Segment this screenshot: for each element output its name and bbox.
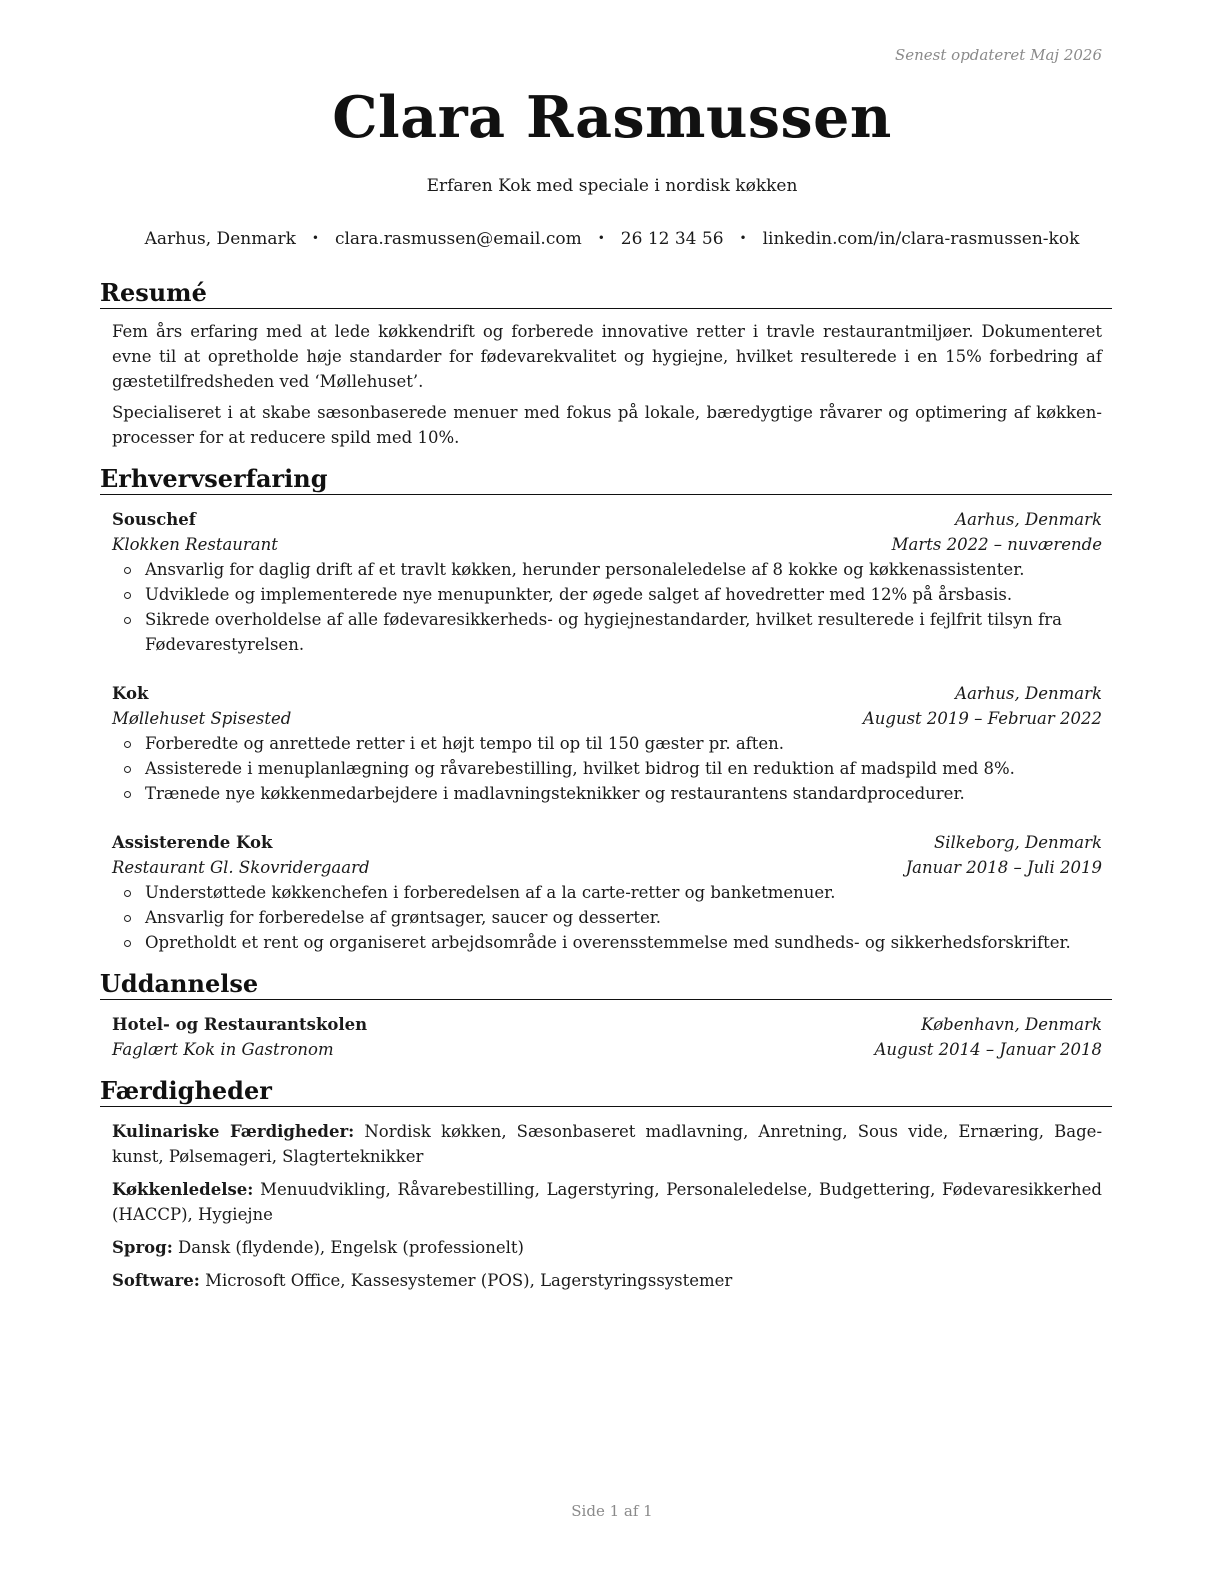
education-entry (112, 1012, 1102, 1062)
contact-separator: • (597, 231, 605, 245)
skills-section (100, 1076, 1112, 1293)
tagline: Erfaren Kok med speciale i nordisk køkken (426, 176, 798, 196)
job-dates: August 2019 – Februar 2022 (862, 709, 1102, 728)
job-bullet: Assisterede i menuplanlægning og råvarebestilling, hvilket bidrog til en reduktion af madspild med 8%. (112, 756, 1102, 781)
experience-section (100, 464, 1112, 955)
last-updated: Senest opdateret Maj 2026 (894, 46, 1102, 64)
job-bullets (112, 731, 1102, 806)
skill-value: Dansk (flydende), Engelsk (professionelt) (178, 1238, 524, 1257)
job-dates: Januar 2018 – Juli 2019 (905, 858, 1102, 877)
candidate-name: Clara Rasmussen (332, 84, 892, 151)
job-bullets (112, 880, 1102, 955)
skill-row (112, 1177, 1102, 1227)
education-school: Hotel- og Restaurantskolen (112, 1015, 368, 1034)
section-title-skills: Færdigheder (100, 1076, 1112, 1107)
job-bullet: Forberedte og anrettede retter i et højt tempo til op til 150 gæster pr. aften. (112, 731, 1102, 756)
job-entry (112, 830, 1102, 955)
section-title-education: Uddannelse (100, 969, 1112, 1000)
contact-email[interactable]: clara.rasmussen@email.com (334, 229, 582, 249)
page-number: Side 1 af 1 (571, 1502, 653, 1520)
job-bullet: Sikrede overholdelse af alle fødevaresikkerheds- og hygiejnestandarder, hvilket resulterede i fejlfrit tilsyn fra Fødevarestyrelsen. (112, 607, 1102, 657)
section-title-experience: Erhvervserfaring (100, 464, 1112, 495)
job-role: Assisterende Kok (112, 833, 273, 852)
skill-value: Microsoft Office, Kassesystemer (POS), Lagerstyringssystemer (205, 1271, 733, 1290)
contact-location: Aarhus, Denmark (144, 229, 296, 249)
contact-phone: 26 12 34 56 (620, 229, 724, 249)
job-dates: Marts 2022 – nuværende (891, 535, 1102, 554)
education-dates: August 2014 – Januar 2018 (874, 1040, 1102, 1059)
skill-row (112, 1268, 1102, 1293)
contact-line (0, 229, 1224, 249)
education-degree: Faglært Kok in Gastronom (112, 1040, 334, 1059)
job-bullet: Ansvarlig for forberedelse af grøntsager, saucer og desserter. (112, 905, 1102, 930)
education-location: København, Denmark (921, 1015, 1102, 1034)
job-bullet: Opretholdt et rent og organiseret arbejdsområde i overensstemmelse med sundheds- og sikkerhedsforskrifter. (112, 930, 1102, 955)
job-bullet: Trænede nye køkkenmedarbejdere i madlavningsteknikker og restaurantens standardprocedurer. (112, 781, 1102, 806)
skill-label: Sprog: (112, 1238, 173, 1257)
contact-linkedin[interactable]: linkedin.com/in/clara-rasmussen-kok (762, 229, 1080, 249)
job-location: Silkeborg, Denmark (933, 833, 1102, 852)
job-bullet: Udviklede og implementerede nye menupunkter, der øgede salget af hovedretter med 12% på årsbasis. (112, 582, 1102, 607)
job-bullets (112, 557, 1102, 657)
contact-separator: • (311, 231, 319, 245)
skill-label: Kulinariske Færdigheder: (112, 1122, 355, 1141)
skill-label: Software: (112, 1271, 200, 1290)
summary-section (100, 278, 1112, 450)
job-entry (112, 681, 1102, 806)
skill-label: Køkkenledelse: (112, 1180, 254, 1199)
skill-row (112, 1119, 1102, 1169)
job-company: Restaurant Gl. Skovridergaard (112, 858, 370, 877)
job-company: Klokken Restaurant (112, 535, 278, 554)
job-location: Aarhus, Denmark (955, 510, 1102, 529)
job-bullet: Understøttede køkkenchefen i forberedelsen af a la carte-retter og banketmenuer. (112, 880, 1102, 905)
job-role: Kok (112, 684, 149, 703)
job-company: Møllehuset Spisested (112, 709, 292, 728)
job-entry (112, 507, 1102, 657)
summary-paragraph: Specialiseret i at skabe sæsonbaserede menuer med fokus på lokale, bæredygtige råvarer og optimering af køkken-processer for at reducere spild med 10%. (112, 403, 1102, 447)
resume-body (100, 278, 1112, 1301)
job-bullet: Ansvarlig for daglig drift af et travlt køkken, herunder personaleledelse af 8 kokke og køkkenassistenter. (112, 557, 1102, 582)
summary-paragraph: Fem års erfaring med at lede køkkendrift og forberede innovative retter i travle restaurantmiljøer. Dokumenteret evne til at opretholde høje standarder for fødevarekvalitet og hygiejne, hvilket resulterede i en 15% forbedring af gæstetilfredsheden ved ‘Møllehuset’. (112, 322, 1102, 391)
job-role: Souschef (112, 510, 196, 529)
job-location: Aarhus, Denmark (955, 684, 1102, 703)
skill-value: Menuudvikling, Råvarebestilling, Lagerstyring, Personaleledelse, Budgettering, Fødevaresikkerhed (HACCP), Hygiejne (112, 1180, 1102, 1224)
skill-row (112, 1235, 1102, 1260)
contact-separator: • (739, 231, 747, 245)
section-title-summary: Resumé (100, 278, 1112, 309)
education-section (100, 969, 1112, 1062)
skill-value: Nordisk køkken, Sæsonbaseret madlavning, Anretning, Sous vide, Ernæring, Bage-kunst, Pølsemageri, Slagterteknikker (112, 1122, 1103, 1166)
